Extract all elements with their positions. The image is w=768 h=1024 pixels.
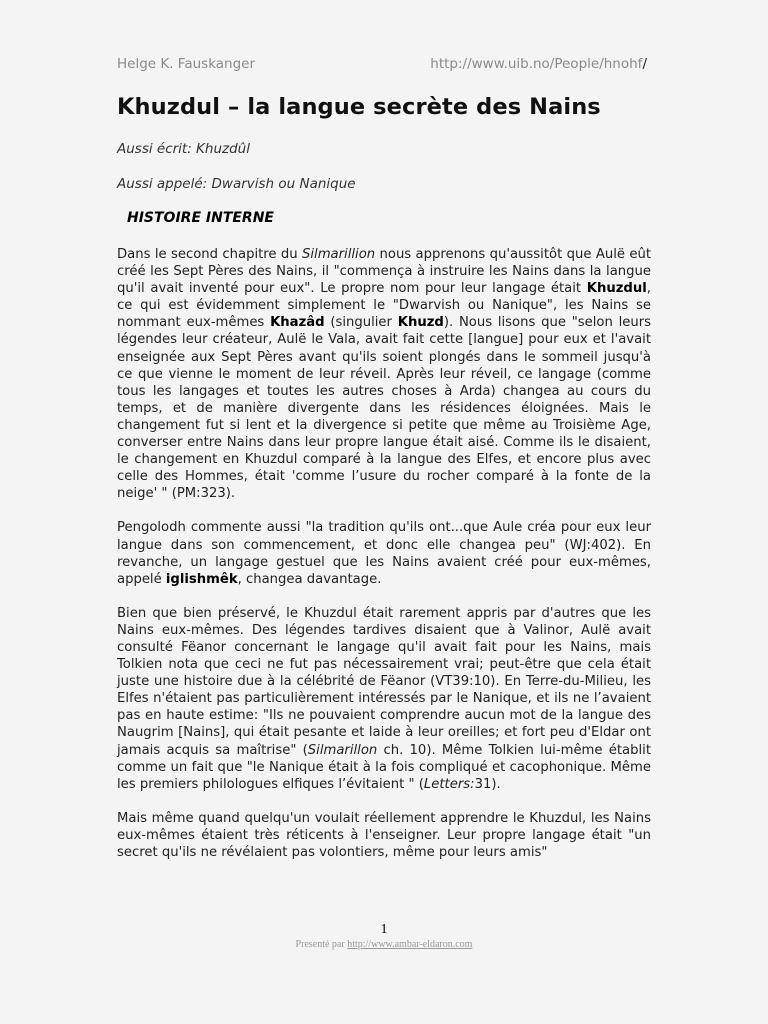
author-url-slash: /	[642, 56, 647, 72]
footer-credit	[0, 939, 768, 950]
text-run: (singulier	[324, 315, 398, 331]
bold-term: Khuzd	[397, 315, 444, 331]
text-run: , changea davantage.	[237, 571, 382, 587]
text-run: Bien que bien préservé, le Khuzdul était rarement appris par d'autres que les Nains eux-mêmes. Des légendes tardives disaient que à Valinor, Aulë avait consulté Fëanor concernant le langage qu'il avait fait pour les Nains, mais Tolkien nota que ceci ne fut pas nécessairement vrai; peut-être que cela était juste une histoire due à la célébrité de Fëanor (VT39:10). En Terre-du-Milieu, les Elfes n'étaient pas particulièrement intéressés par le Nanique, et ils ne l’avaient pas en haute estime: "Ils ne pouvaient comprendre aucun mot de la langue des Naugrim [Nains], qui était pesante et laide à leur oreilles; et fort peu d'Eldar ont jamais acquis sa maîtrise" (	[117, 605, 651, 758]
page-footer	[0, 922, 768, 950]
text-run: 31).	[474, 776, 501, 792]
text-run: nous apprenons qu'aussitôt que Aulë eût créé les Sept Pères des Nains, il "commença à instruire les Nains dans la langue qu'il avait inventé pour eux". Le propre nom pour leur langage était	[117, 247, 651, 297]
bold-term: Khuzdul	[586, 281, 647, 297]
section-heading: HISTOIRE INTERNE	[127, 210, 274, 226]
page-number: 1	[380, 922, 388, 937]
author-name: Helge K. Fauskanger	[117, 56, 256, 72]
author-url-text[interactable]: http://www.uib.no/People/hnohf	[430, 56, 643, 72]
bold-term: Khazâd	[270, 315, 325, 331]
paragraph-4	[117, 810, 651, 861]
italic-title: Silmarillion	[302, 247, 376, 262]
body-text	[117, 246, 651, 878]
also-written-line: Aussi écrit: Khuzdûl	[117, 141, 250, 157]
page-title: Khuzdul – la langue secrète des Nains	[117, 94, 601, 120]
paragraph-2	[117, 519, 651, 587]
credit-prefix: Presenté par	[295, 939, 348, 950]
text-run: Mais même quand quelqu'un voulait réellement apprendre le Khuzdul, les Nains eux-mêmes étaient très réticents à l'enseigner. Leur propre langage était "un secret qu'ils ne révélaient pas volontiers, même pour leurs amis"	[117, 810, 651, 860]
author-url[interactable]	[430, 56, 647, 72]
text-run: Pengolodh commente aussi "la tradition qu'ils ont...que Aule créa pour eux leur langue dans son commencement, et donc elle changea peu" (WJ:402). En revanche, un langage gestuel que les Nains avaient créé pour eux-mêmes, appelé	[117, 520, 651, 587]
text-run: Dans le second chapitre du	[117, 247, 302, 262]
text-run: ch. 10). Même Tolkien lui-même établit comme un fait que "le Nanique était à la fois compliqué et cacophonique. Même les premiers philologues elfiques l’évitaient " (	[117, 742, 651, 792]
paragraph-3	[117, 605, 651, 793]
bold-term: iglishmêk	[165, 571, 238, 587]
paragraph-1	[117, 246, 651, 502]
credit-link[interactable]: http://www.ambar-eldaron.com	[347, 939, 473, 950]
text-run: , ce qui est évidemment simplement le "Dwarvish ou Nanique", les Nains se nommant eux-mêmes	[117, 281, 651, 331]
italic-title: Silmarillon	[307, 742, 378, 758]
text-run: ). Nous lisons que "selon leurs légendes leur créateur, Aulë le Vala, avait fait cette [langue] pour eux et l'avait enseignée aux Sept Pères avant qu'ils soient plongés dans le sommeil jusqu'à ce que vienne le moment de leur réveil. Après leur réveil, ce langage (comme tous les langages et toutes les autres choses à Arda) changea au cours du temps, et de manière divergente dans les résidences éloignées. Mais le changement fut si lent et la divergence si petite que même au Troisième Age, converser entre Nains dans leur propre langue était aisé. Comme ils le disaient, le changement en Khuzdul comparé à la langue des Elfes, et encore plus avec celle des Hommes, était 'comme l’usure du rocher comparé à la fonte de la neige' " (PM:323).	[117, 315, 652, 502]
also-called-line: Aussi appelé: Dwarvish ou Nanique	[117, 176, 356, 192]
italic-title: Letters:	[423, 776, 475, 792]
